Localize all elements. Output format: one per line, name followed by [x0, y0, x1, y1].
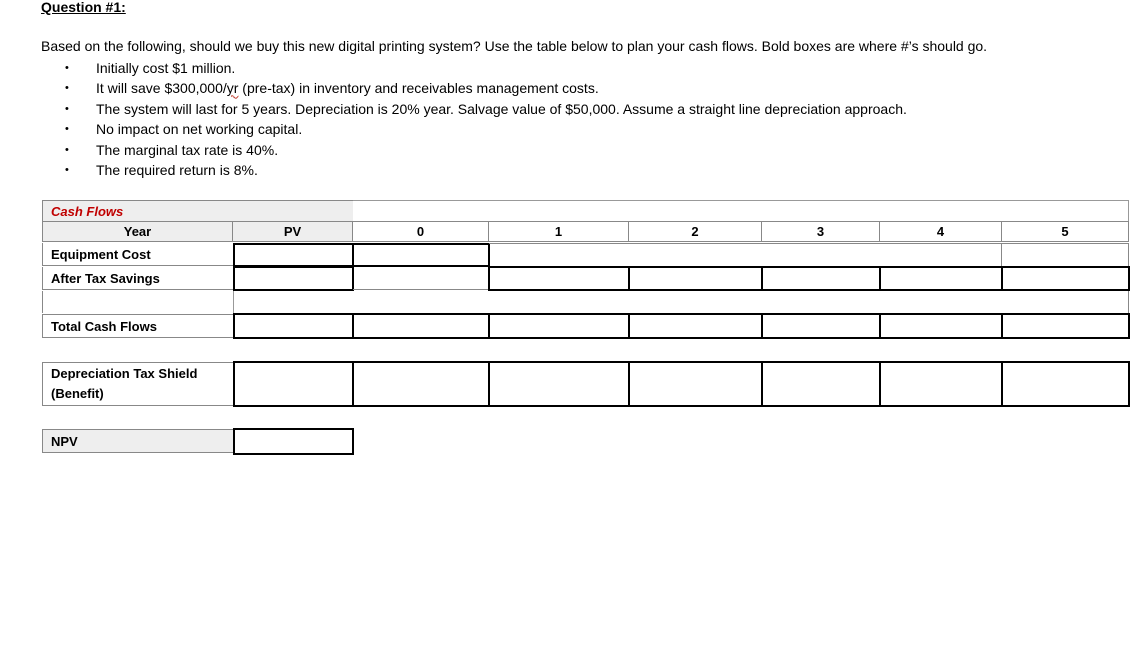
input-savings-pv[interactable] [233, 266, 354, 291]
input-total-year1[interactable] [488, 313, 630, 339]
assumption-item: • The marginal tax rate is 40%. [60, 140, 907, 160]
input-depreciation-year4[interactable] [879, 361, 1003, 407]
input-npv[interactable] [233, 428, 354, 455]
assumptions-list [60, 58, 907, 180]
column-header-3: 3 [762, 221, 880, 242]
input-depreciation-pv[interactable] [233, 361, 354, 407]
row-label-after-tax-savings: After Tax Savings [42, 267, 233, 290]
input-total-year5[interactable] [1001, 313, 1130, 339]
spellcheck-underline: yr [226, 80, 239, 97]
input-depreciation-year2[interactable] [628, 361, 763, 407]
input-savings-year4[interactable] [879, 266, 1003, 291]
input-total-year3[interactable] [761, 313, 881, 339]
depreciation-label-line1: Depreciation Tax Shield [51, 366, 198, 381]
input-depreciation-year1[interactable] [488, 361, 630, 407]
question-title: Question #1: [41, 0, 126, 15]
column-header-4: 4 [880, 221, 1002, 242]
input-savings-year3[interactable] [761, 266, 881, 291]
column-header-2: 2 [629, 221, 762, 242]
section-title: Cash Flows [42, 200, 353, 221]
row-label-equipment-cost: Equipment Cost [42, 243, 233, 266]
input-equipment-year0[interactable] [352, 243, 490, 267]
question-intro: Based on the following, should we buy this new digital printing system? Use the table below to plan your cash flows. Bold boxes are where #’s should go. [41, 38, 988, 54]
row-label-npv: NPV [42, 429, 233, 453]
equipment-empty-span [489, 243, 1002, 267]
column-header-0: 0 [353, 221, 489, 242]
input-total-year4[interactable] [879, 313, 1003, 339]
depreciation-label-line2: (Benefit) [51, 386, 104, 401]
savings-year0-cell [353, 267, 489, 290]
equipment-year5-cell [1002, 243, 1129, 267]
input-depreciation-year0[interactable] [352, 361, 490, 407]
assumption-item: • No impact on net working capital. [60, 119, 907, 139]
assumption-item: • The system will last for 5 years. Depreciation is 20% year. Salvage value of $50,000. Assume a straight line depreciation approach. [60, 99, 907, 119]
column-header-pv: PV [233, 221, 353, 242]
assumption-item: • It will save $300,000/yr (pre-tax) in inventory and receivables management costs. [60, 78, 907, 98]
row-label-depreciation-tax-shield [42, 362, 233, 406]
input-depreciation-year5[interactable] [1001, 361, 1130, 407]
input-depreciation-year3[interactable] [761, 361, 881, 407]
assumption-item: • The required return is 8%. [60, 160, 907, 180]
assumption-item: • Initially cost $1 million. [60, 58, 907, 78]
input-savings-year2[interactable] [628, 266, 763, 291]
spacer-row [42, 291, 1129, 313]
column-header-5: 5 [1002, 221, 1129, 242]
input-total-pv[interactable] [233, 313, 354, 339]
input-equipment-pv[interactable] [233, 243, 354, 267]
row-label-total-cash-flows: Total Cash Flows [42, 314, 233, 338]
input-total-year0[interactable] [352, 313, 490, 339]
input-total-year2[interactable] [628, 313, 763, 339]
input-savings-year5[interactable] [1001, 266, 1130, 291]
year-header: Year [42, 221, 233, 242]
column-header-1: 1 [489, 221, 629, 242]
input-savings-year1[interactable] [488, 266, 630, 291]
